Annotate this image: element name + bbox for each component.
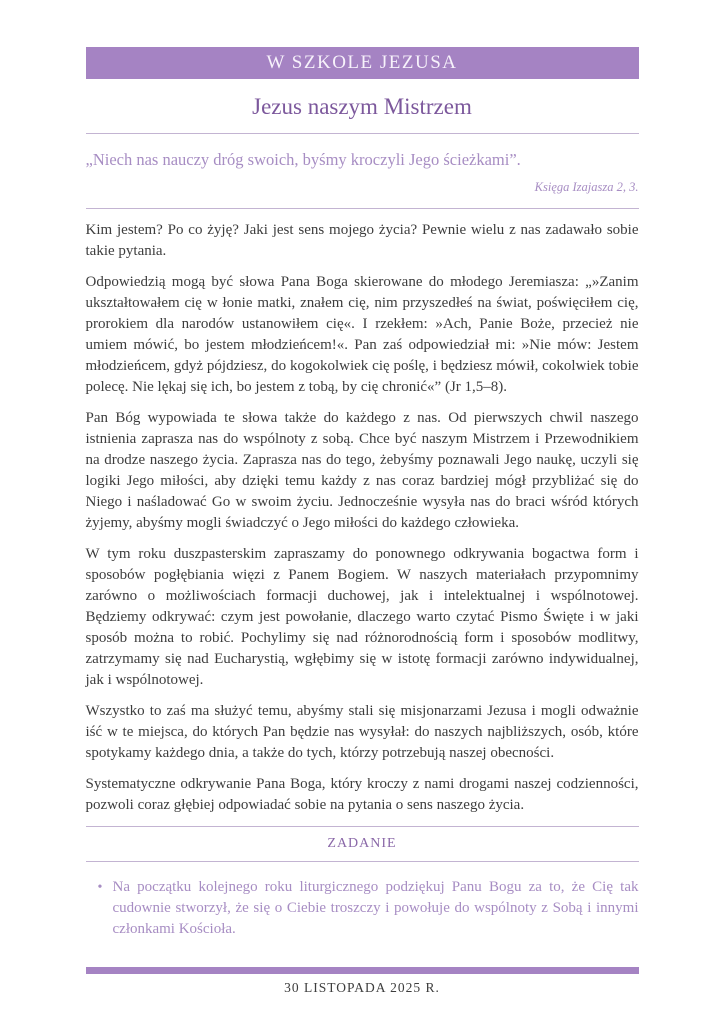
document-page — [86, 0, 639, 996]
bullet-icon: • — [97, 880, 103, 896]
divider-top — [86, 133, 639, 134]
page-title: Jezus naszym Mistrzem — [252, 94, 472, 119]
paragraph: Pan Bóg wypowiada te słowa także do każdego z nas. Od pierwszych chwil naszego istnienia zaprasza nas do wspólnoty z sobą. Chce być naszym Mistrzem i Przewodnikiem na drodze naszego życia. Zaprasza nas do tego, żebyśmy poznawali Jego naukę, uczyli się logiki Jego miłości, aby dzięki temu każdy z nas coraz bardziej mógł przybliżać się do Niego i naśladować Go w swoim życiu. Jednocześnie wysyła nas do braci wśród których żyjemy, abyśmy mogli świadczyć o Jego miłości do każdego człowieka. — [85, 410, 639, 532]
scripture-quote: „Niech nas nauczy dróg swoich, byśmy kroczyli Jego ścieżkami”. — [85, 150, 521, 169]
task-item-text: Na początku kolejnego roku liturgicznego podziękuj Panu Bogu za to, że Cię tak cudownie stworzył, że się o Ciebie troszczy i powołuje do wspólnoty z Sobą i innymi członkami Kościoła. — [112, 879, 639, 938]
task-list — [86, 877, 639, 940]
paragraph: W tym roku duszpasterskim zapraszamy do ponownego odkrywania bogactwa form i sposobów pogłębiania więzi z Panem Bogiem. W naszych materiałach przypomnimy zarówno o możliwościach formacji duchowej, jak i intelektualnej i wspólnotowej. Będziemy odkrywać: czym jest powołanie, dlaczego warto czytać Pismo Święte i w jaki sposób można to robić. Pochylimy się nad różnorodnością form i sposobów modlitwy, zatrzymamy się nad Eucharystią, wgłębimy się w istotę formacji zarówno indywidualnej, jak i wspólnotowej. — [85, 546, 639, 689]
paragraph: Wszystko to zaś ma służyć temu, abyśmy stali się misjonarzami Jezusa i mogli odważnie iść w te miejsca, do których Pan będzie nas wysyłał: do naszych najbliższych, osób, które spotykamy każdego dnia, a także do tych, którzy potrzebują naszej obecności. — [85, 703, 639, 762]
paragraph: Odpowiedzią mogą być słowa Pana Boga skierowane do młodego Jeremiasza: „»Zanim ukształtowałem cię w łonie matki, znałem cię, nim przyszedłeś na świat, poświęciłem cię, prorokiem dla narodów ustanowiłem cię«. I rzekłem: »Ach, Panie Boże, przecież nie umiem mówić, bo jestem młodzieńcem!«. Pan zaś odpowiedział mi: »Nie mów: Jestem młodzieńcem, gdyż pójdziesz, do kogokolwiek cię poślę, i będziesz mówił, cokolwiek tobie polecę. Nie lękaj się ich, bo jestem z tobą, by cię chronić«” (Jr 1,5–8). — [85, 274, 639, 396]
task-heading: ZADANIE — [327, 836, 397, 852]
paragraph: Kim jestem? Po co żyję? Jaki jest sens mojego życia? Pewnie wielu z nas zadawało sobie takie pytania. — [85, 222, 639, 260]
paragraph: Systematyczne odkrywanie Pana Boga, który kroczy z nami drogami naszej codzienności, pozwoli coraz głębiej odpowiadać sobie na pytania o sens naszego życia. — [85, 776, 639, 814]
section-banner: W SZKOLE JEZUSA — [86, 47, 639, 79]
scripture-citation: Księga Izajasza 2, 3. — [534, 180, 639, 195]
page-footer — [86, 967, 639, 996]
task-section — [86, 826, 639, 940]
footer-bar — [86, 967, 639, 974]
divider-task-bottom — [86, 861, 639, 862]
footer-date: 30 LISTOPADA 2025 R. — [284, 980, 440, 996]
divider-task-top — [86, 826, 639, 827]
task-item — [86, 877, 639, 940]
article-body — [86, 209, 639, 816]
